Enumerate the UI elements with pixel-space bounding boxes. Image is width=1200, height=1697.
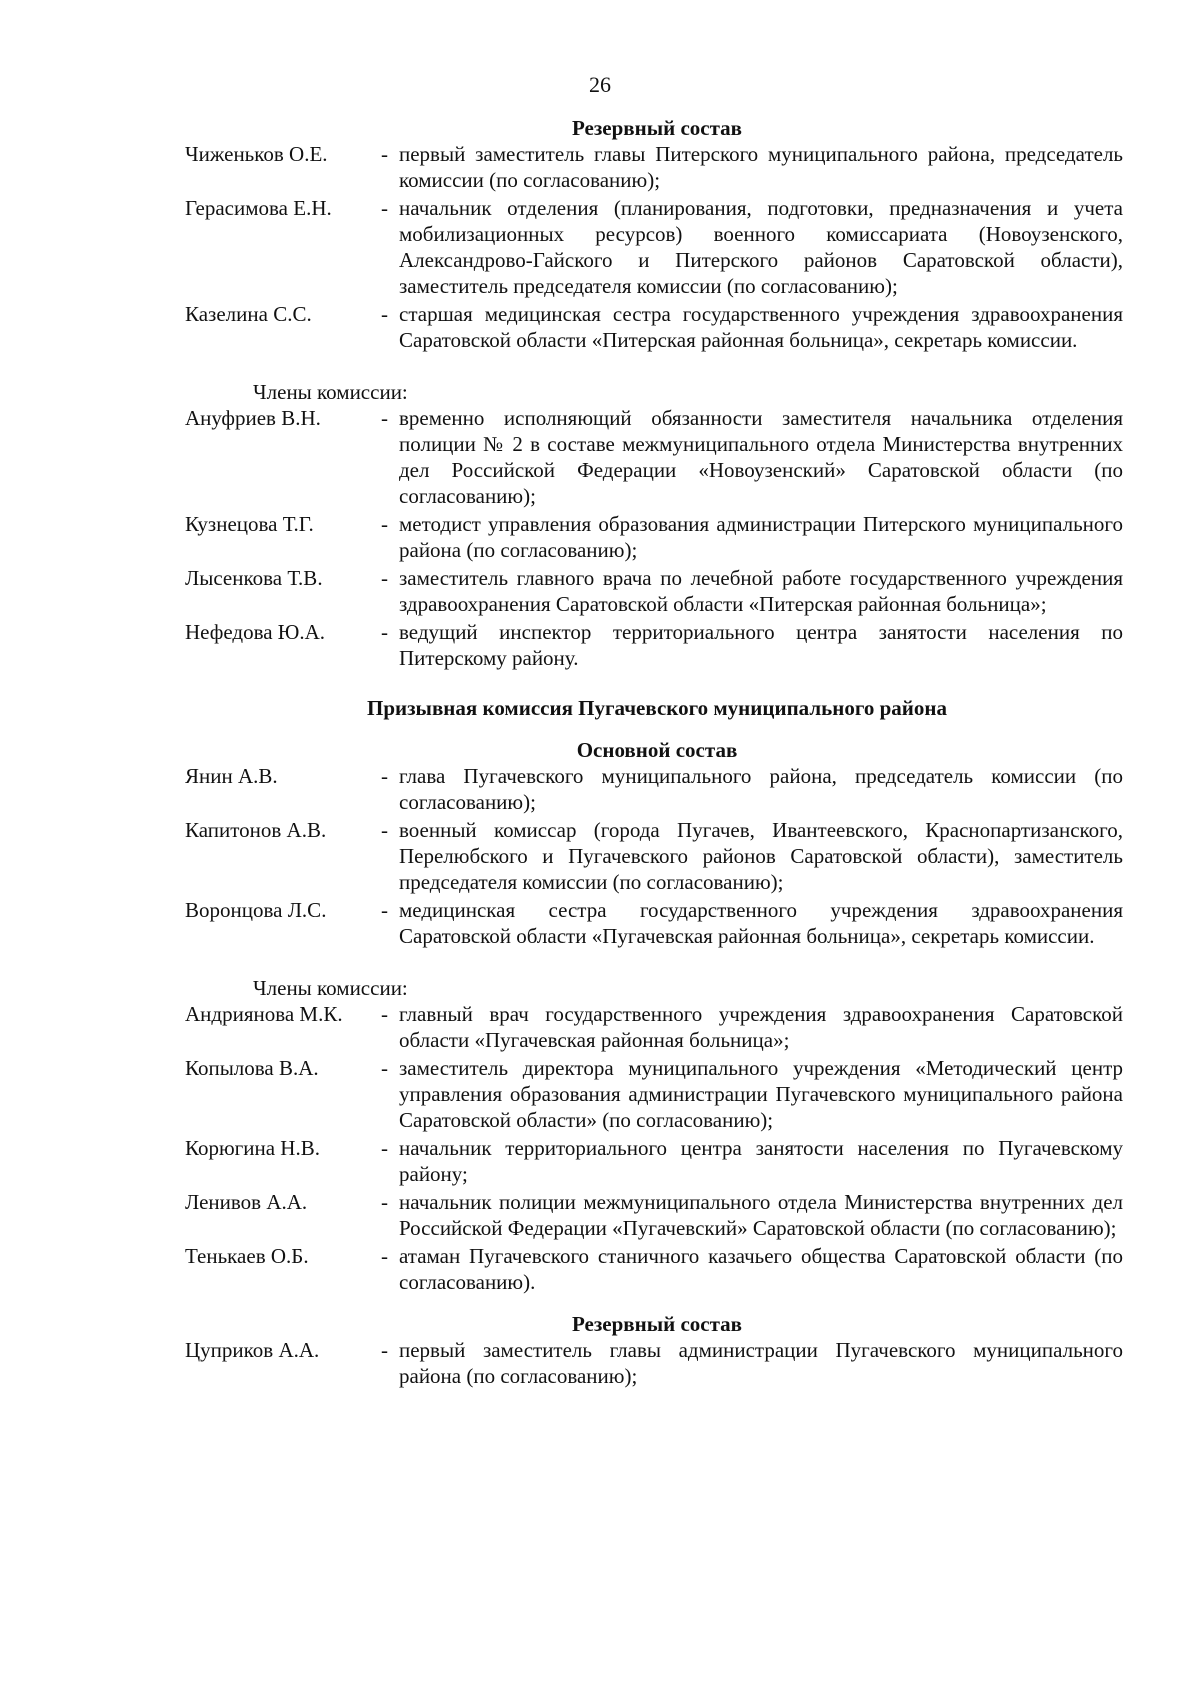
reserve-heading-2: Резервный состав — [571, 1312, 743, 1336]
entry-row — [185, 763, 1123, 815]
person-name: Тенькаев О.Б. — [185, 1244, 309, 1268]
person-name: Воронцова Л.С. — [185, 898, 327, 922]
members-label: Члены комиссии: — [253, 976, 408, 1000]
person-role: начальник полиции межмуниципального отдела Министерства внутренних дел Российской Федерации «Пугачевский» Саратовской области (по согласованию); — [399, 1190, 1123, 1240]
entry-row — [185, 405, 1123, 509]
dash: - — [381, 1244, 388, 1268]
dash: - — [381, 566, 388, 590]
person-name: Нефедова Ю.А. — [185, 620, 326, 644]
person-role: заместитель директора муниципального учреждения «Методический центр управления образования администрации Пугачевского муниципального района Саратовской области» (по согласованию); — [399, 1056, 1123, 1132]
document-body — [185, 115, 1123, 1391]
commission-title: Призывная комиссия Пугачевского муниципального района — [367, 696, 947, 720]
dash: - — [381, 142, 388, 166]
entry-row — [185, 897, 1123, 949]
entry-row — [185, 1001, 1123, 1053]
reserve-heading-1: Резервный состав — [571, 116, 743, 140]
entry-row — [185, 141, 1123, 193]
dash: - — [381, 764, 388, 788]
person-name: Янин А.В. — [185, 764, 278, 788]
main-composition-heading: Основной состав — [576, 738, 738, 762]
person-role: начальник отделения (планирования, подготовки, предназначения и учета мобилизационных ресурсов) военного комиссариата (Новоузенского, Александрово-Гайского и Питерского районов Саратовской области), заместитель председателя комиссии (по согласованию); — [399, 196, 1123, 298]
person-name: Казелина С.С. — [185, 302, 312, 326]
person-name: Ленивов А.А. — [185, 1190, 308, 1214]
person-role: старшая медицинская сестра государственного учреждения здравоохранения Саратовской области «Питерская районная больница», секретарь комиссии. — [399, 302, 1123, 352]
person-role: атаман Пугачевского станичного казачьего общества Саратовской области (по согласованию). — [399, 1244, 1123, 1294]
person-name: Андриянова М.К. — [185, 1002, 343, 1026]
entry-row — [185, 817, 1123, 895]
person-name: Чиженьков О.Е. — [185, 142, 328, 166]
person-name: Герасимова Е.Н. — [185, 196, 332, 220]
dash: - — [381, 302, 388, 326]
dash: - — [381, 1190, 388, 1214]
person-role: военный комиссар (города Пугачев, Ивантеевского, Краснопартизанского, Перелюбского и Пугачевского районов Саратовской области), заместитель председателя комиссии (по согласованию); — [399, 818, 1123, 894]
dash: - — [381, 1002, 388, 1026]
entry-row — [185, 1055, 1123, 1133]
entry-row — [185, 195, 1123, 299]
dash: - — [381, 1338, 388, 1362]
person-role: первый заместитель главы администрации Пугачевского муниципального района (по согласованию); — [399, 1338, 1123, 1388]
page-number: 26 — [589, 72, 611, 97]
person-role: ведущий инспектор территориального центра занятости населения по Питерскому району. — [399, 620, 1123, 670]
entry-row — [185, 619, 1123, 671]
person-role: начальник территориального центра занятости населения по Пугачевскому району; — [399, 1136, 1123, 1186]
entry-row — [185, 1135, 1123, 1187]
entry-row — [185, 1243, 1123, 1295]
person-name: Копылова В.А. — [185, 1056, 319, 1080]
dash: - — [381, 1056, 388, 1080]
person-role: заместитель главного врача по лечебной работе государственного учреждения здравоохранения Саратовской области «Питерская районная больница»; — [399, 566, 1123, 616]
dash: - — [381, 1136, 388, 1160]
entry-row — [185, 565, 1123, 617]
dash: - — [381, 620, 388, 644]
person-name: Ануфриев В.Н. — [185, 406, 321, 430]
person-role: первый заместитель главы Питерского муниципального района, председатель комиссии (по согласованию); — [399, 142, 1123, 192]
person-role: глава Пугачевского муниципального района, председатель комиссии (по согласованию); — [399, 764, 1123, 814]
person-name: Корюгина Н.В. — [185, 1136, 320, 1160]
dash: - — [381, 818, 388, 842]
dash: - — [381, 406, 388, 430]
person-role: временно исполняющий обязанности заместителя начальника отделения полиции № 2 в составе межмуниципального отдела Министерства внутренних дел Российской Федерации «Новоузенский» Саратовской области (по согласованию); — [399, 406, 1123, 508]
dash: - — [381, 512, 388, 536]
dash: - — [381, 196, 388, 220]
person-role: методист управления образования администрации Питерского муниципального района (по согласованию); — [399, 512, 1123, 562]
dash: - — [381, 898, 388, 922]
person-name: Цуприков А.А. — [185, 1338, 320, 1362]
entry-row — [185, 301, 1123, 353]
person-role: главный врач государственного учреждения здравоохранения Саратовской области «Пугачевская районная больница»; — [399, 1002, 1123, 1052]
person-name: Лысенкова Т.В. — [185, 566, 323, 590]
entry-row — [185, 511, 1123, 563]
members-label: Члены комиссии: — [253, 380, 408, 404]
person-name: Капитонов А.В. — [185, 818, 327, 842]
entry-row — [185, 1337, 1123, 1389]
person-role: медицинская сестра государственного учреждения здравоохранения Саратовской области «Пугачевская районная больница», секретарь комиссии. — [399, 898, 1123, 948]
entry-row — [185, 1189, 1123, 1241]
person-name: Кузнецова Т.Г. — [185, 512, 314, 536]
